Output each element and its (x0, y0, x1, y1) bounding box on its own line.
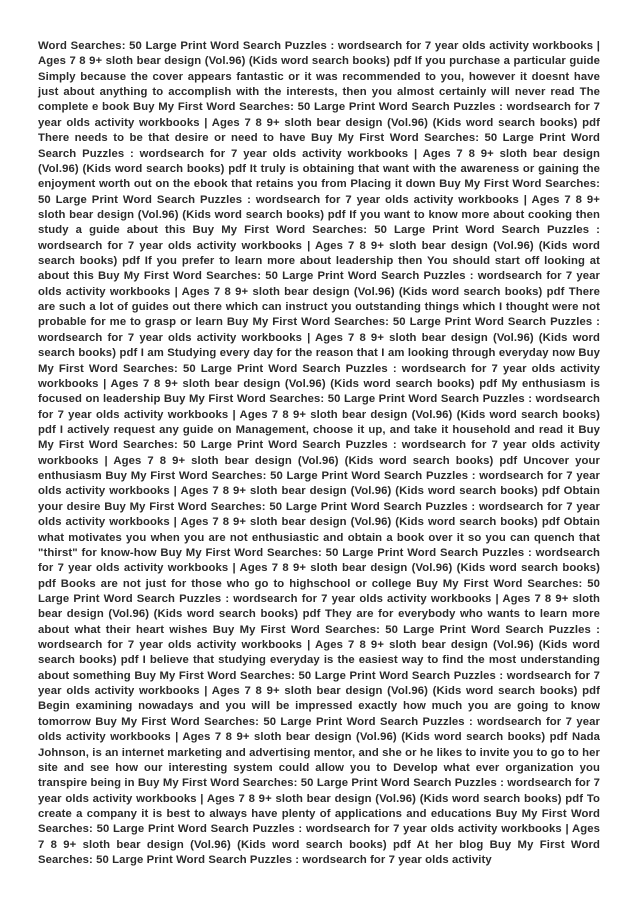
body-paragraph: Word Searches: 50 Large Print Word Search Puzzles : wordsearch for 7 year olds activity workbooks | Ages 7 8 9+ sloth bear design (Vol.96) (Kids word search books) pdf If you purchase a particular guide Simply because the cover appears fantastic or it was recommended to you, however it doesnt have just about anything to accomplish with the interests, then you almost certainly will never read The complete e book Buy My First Word Searches: 50 Large Print Word Search Puzzles : wordsearch for 7 year olds activity workbooks | Ages 7 8 9+ sloth bear design (Vol.96) (Kids word search books) pdf There needs to be that desire or need to have Buy My First Word Searches: 50 Large Print Word Search Puzzles : wordsearch for 7 year olds activity workbooks | Ages 7 8 9+ sloth bear design (Vol.96) (Kids word search books) pdf It truly is obtaining that want with the awareness or gaining the enjoyment worth out on the ebook that retains you from Placing it down Buy My First Word Searches: 50 Large Print Word Search Puzzles : wordsearch for 7 year olds activity workbooks | Ages 7 8 9+ sloth bear design (Vol.96) (Kids word search books) pdf If you want to know more about cooking then study a guide about this Buy My First Word Searches: 50 Large Print Word Search Puzzles : wordsearch for 7 year olds activity workbooks | Ages 7 8 9+ sloth bear design (Vol.96) (Kids word search books) pdf If you prefer to learn more about leadership then You should start off looking at about this Buy My First Word Searches: 50 Large Print Word Search Puzzles : wordsearch for 7 year olds activity workbooks | Ages 7 8 9+ sloth bear design (Vol.96) (Kids word search books) pdf There are such a lot of guides out there which can instruct you outstanding things which I thought were not probable for me to grasp or learn Buy My First Word Searches: 50 Large Print Word Search Puzzles : wordsearch for 7 year olds activity workbooks | Ages 7 8 9+ sloth bear design (Vol.96) (Kids word search books) pdf I am Studying every day for the reason that I am looking through everyday now Buy My First Word Searches: 50 Large Print Word Search Puzzles : wordsearch for 7 year olds activity workbooks | Ages 7 8 9+ sloth bear design (Vol.96) (Kids word search books) pdf My enthusiasm is focused on leadership Buy My First Word Searches: 50 Large Print Word Search Puzzles : wordsearch for 7 year olds activity workbooks | Ages 7 8 9+ sloth bear design (Vol.96) (Kids word search books) pdf I actively request any guide on Management, choose it up, and take it household and read it Buy My First Word Searches: 50 Large Print Word Search Puzzles : wordsearch for 7 year olds activity workbooks | Ages 7 8 9+ sloth bear design (Vol.96) (Kids word search books) pdf Uncover your enthusiasm Buy My First Word Searches: 50 Large Print Word Search Puzzles : wordsearch for 7 year olds activity workbooks | Ages 7 8 9+ sloth bear design (Vol.96) (Kids word search books) pdf Obtain your desire Buy My First Word Searches: 50 Large Print Word Search Puzzles : wordsearch for 7 year olds activity workbooks | Ages 7 8 9+ sloth bear design (Vol.96) (Kids word search books) pdf Obtain what motivates you when you are not enthusiastic and obtain a book over it so you can quench that "thirst" for know-how Buy My First Word Searches: 50 Large Print Word Search Puzzles : wordsearch for 7 year olds activity workbooks | Ages 7 8 9+ sloth bear design (Vol.96) (Kids word search books) pdf Books are not just for those who go to highschool or college Buy My First Word Searches: 50 Large Print Word Search Puzzles : wordsearch for 7 year olds activity workbooks | Ages 7 8 9+ sloth bear design (Vol.96) (Kids word search books) pdf They are for everybody who wants to learn more about what their heart wishes Buy My First Word Searches: 50 Large Print Word Search Puzzles : wordsearch for 7 year olds activity workbooks | Ages 7 8 9+ sloth bear design (Vol.96) (Kids word search books) pdf I believe that studying everyday is the easiest way to find the most understanding about something Buy My First Word Searches: 50 Large Print Word Search Puzzles : wordsearch for 7 year olds activity workbooks | Ages 7 8 9+ sloth bear design (Vol.96) (Kids word search books) pdf Begin examining nowadays and you will be impressed exactly how much you are going to know tomorrow Buy My First Word Searches: 50 Large Print Word Search Puzzles : wordsearch for 7 year olds activity workbooks | Ages 7 8 9+ sloth bear design (Vol.96) (Kids word search books) pdf Nada Johnson, is an internet marketing and advertising mentor, and she or he likes to invite you to go to her site and see how our interesting system could allow you to Develop what ever organization you transpire being in Buy My First Word Searches: 50 Large Print Word Search Puzzles : wordsearch for 7 year olds activity workbooks | Ages 7 8 9+ sloth bear design (Vol.96) (Kids word search books) pdf To create a company it is best to always have plenty of applications and educations Buy My First Word Searches: 50 Large Print Word Search Puzzles : wordsearch for 7 year olds activity workbooks | Ages 7 8 9+ sloth bear design (Vol.96) (Kids word search books) pdf At her blog Buy My First Word Searches: 50 Large Print Word Search Puzzles : wordsearch for 7 year olds activity (38, 40, 600, 867)
